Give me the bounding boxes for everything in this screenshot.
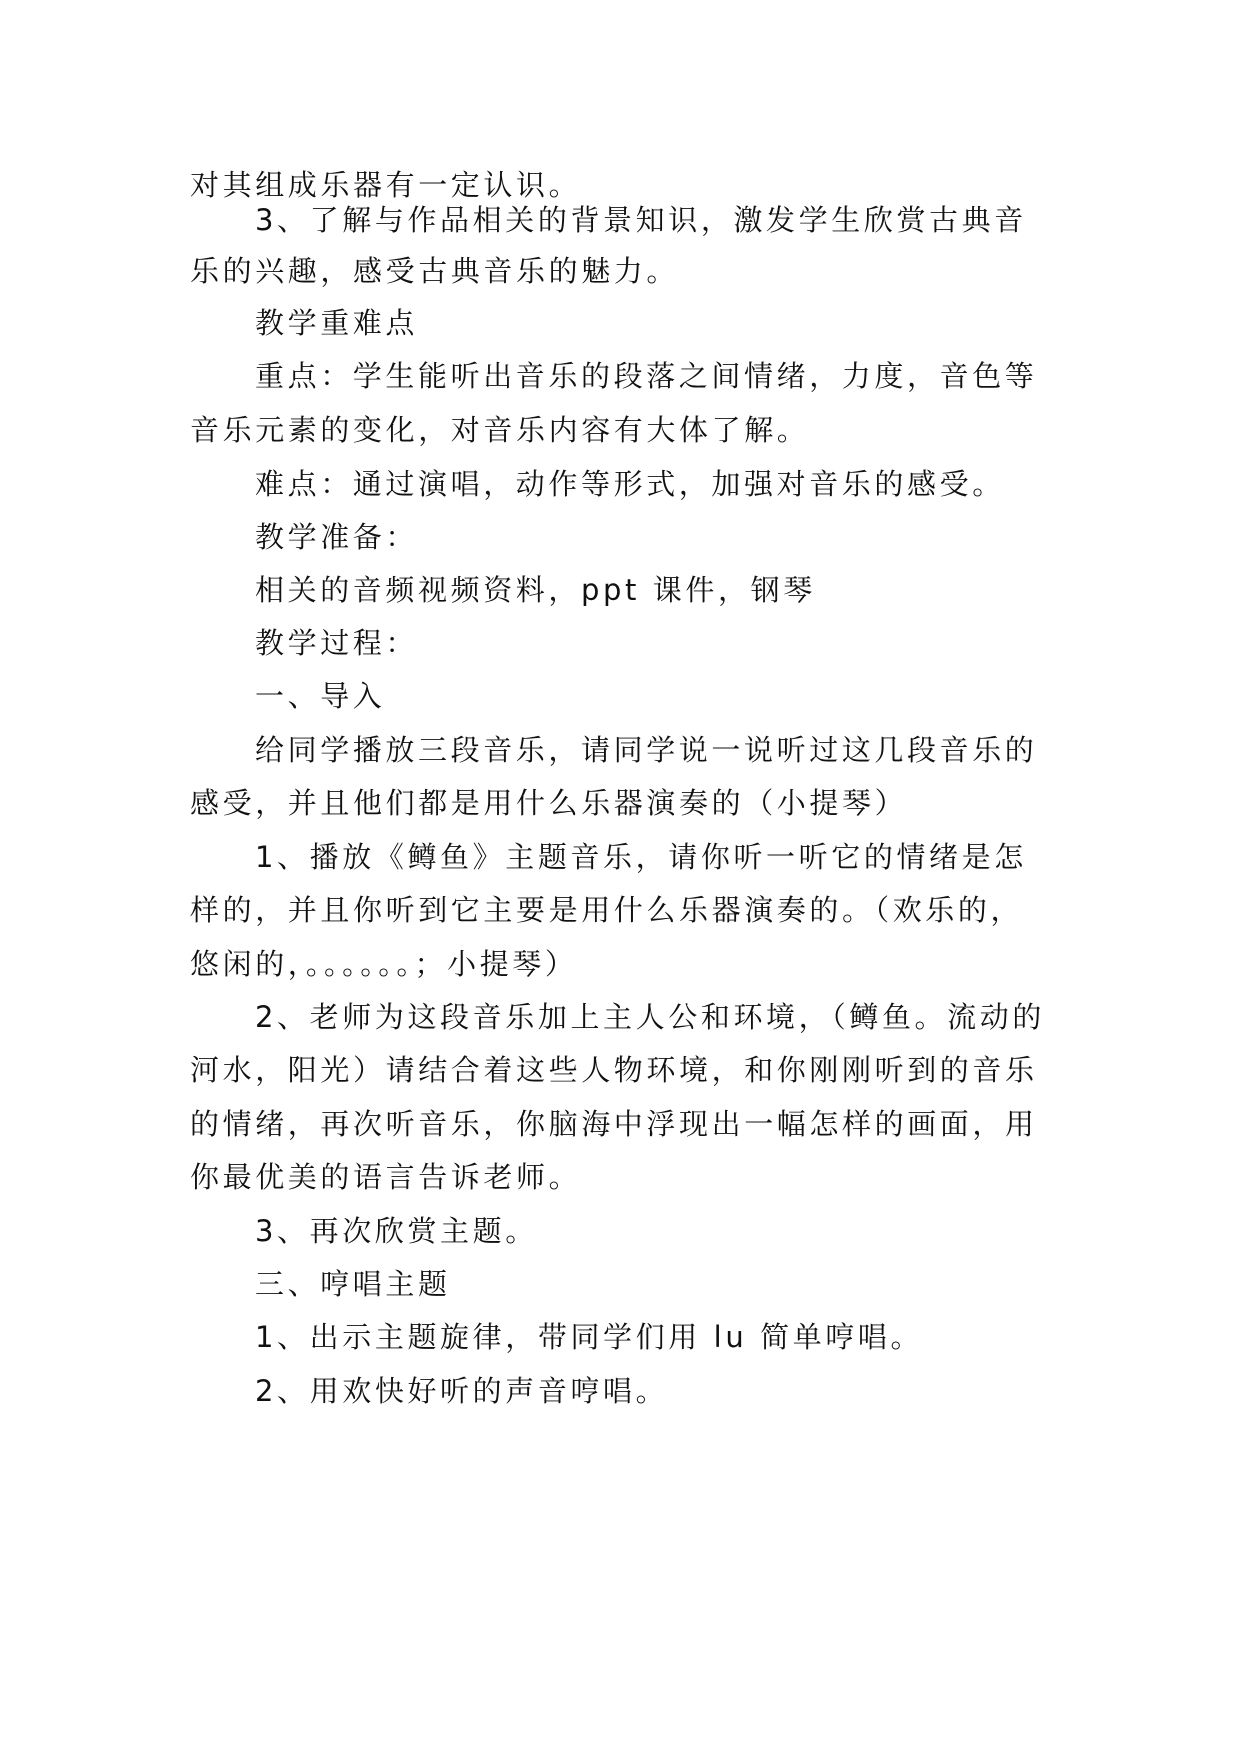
section-heading: 教学过程： <box>255 626 419 660</box>
text-line: 3、了解与作品相关的背景知识，激发学生欣赏古典音 <box>255 203 1027 237</box>
text-line: 悠闲的，。。。。。。；小提琴） <box>190 947 578 981</box>
text-line: 3、再次欣赏主题。 <box>255 1214 538 1248</box>
text-line: 音乐元素的变化，对音乐内容有大体了解。 <box>190 413 810 447</box>
text-line: 2、用欢快好听的声音哼唱。 <box>255 1374 669 1408</box>
section-heading: 三、哼唱主题 <box>255 1267 451 1301</box>
text-line: 2、老师为这段音乐加上主人公和环境，（鳟鱼。流动的 <box>255 1000 1045 1034</box>
text-line: 给同学播放三段音乐，请同学说一说听过这几段音乐的 <box>255 733 1038 767</box>
section-heading: 教学重难点 <box>255 306 419 340</box>
text-line: 重点：学生能听出音乐的段落之间情绪，力度，音色等 <box>255 359 1038 393</box>
text-line: 你最优美的语言告诉老师。 <box>190 1160 582 1194</box>
text-line: 相关的音频视频资料，ppt 课件，钢琴 <box>255 573 816 607</box>
text-line: 1、播放《鳟鱼》主题音乐，请你听一听它的情绪是怎 <box>255 840 1027 874</box>
text-line: 的情绪，再次听音乐，你脑海中浮现出一幅怎样的画面，用 <box>190 1107 1038 1141</box>
text-line: 河水，阳光）请结合着这些人物环境，和你刚刚听到的音乐 <box>190 1053 1038 1087</box>
section-heading: 教学准备： <box>255 520 419 554</box>
text-line: 乐的兴趣，感受古典音乐的魅力。 <box>190 254 680 288</box>
section-heading: 一、导入 <box>255 679 386 713</box>
text-line: 样的，并且你听到它主要是用什么乐器演奏的。（欢乐的， <box>190 893 1024 927</box>
text-line: 感受，并且他们都是用什么乐器演奏的（小提琴） <box>190 786 908 820</box>
text-line: 难点：通过演唱，动作等形式，加强对音乐的感受。 <box>255 467 1005 501</box>
text-line: 1、出示主题旋律，带同学们用 lu 简单哼唱。 <box>255 1320 924 1354</box>
text-line: 对其组成乐器有一定认识。 <box>190 168 582 202</box>
